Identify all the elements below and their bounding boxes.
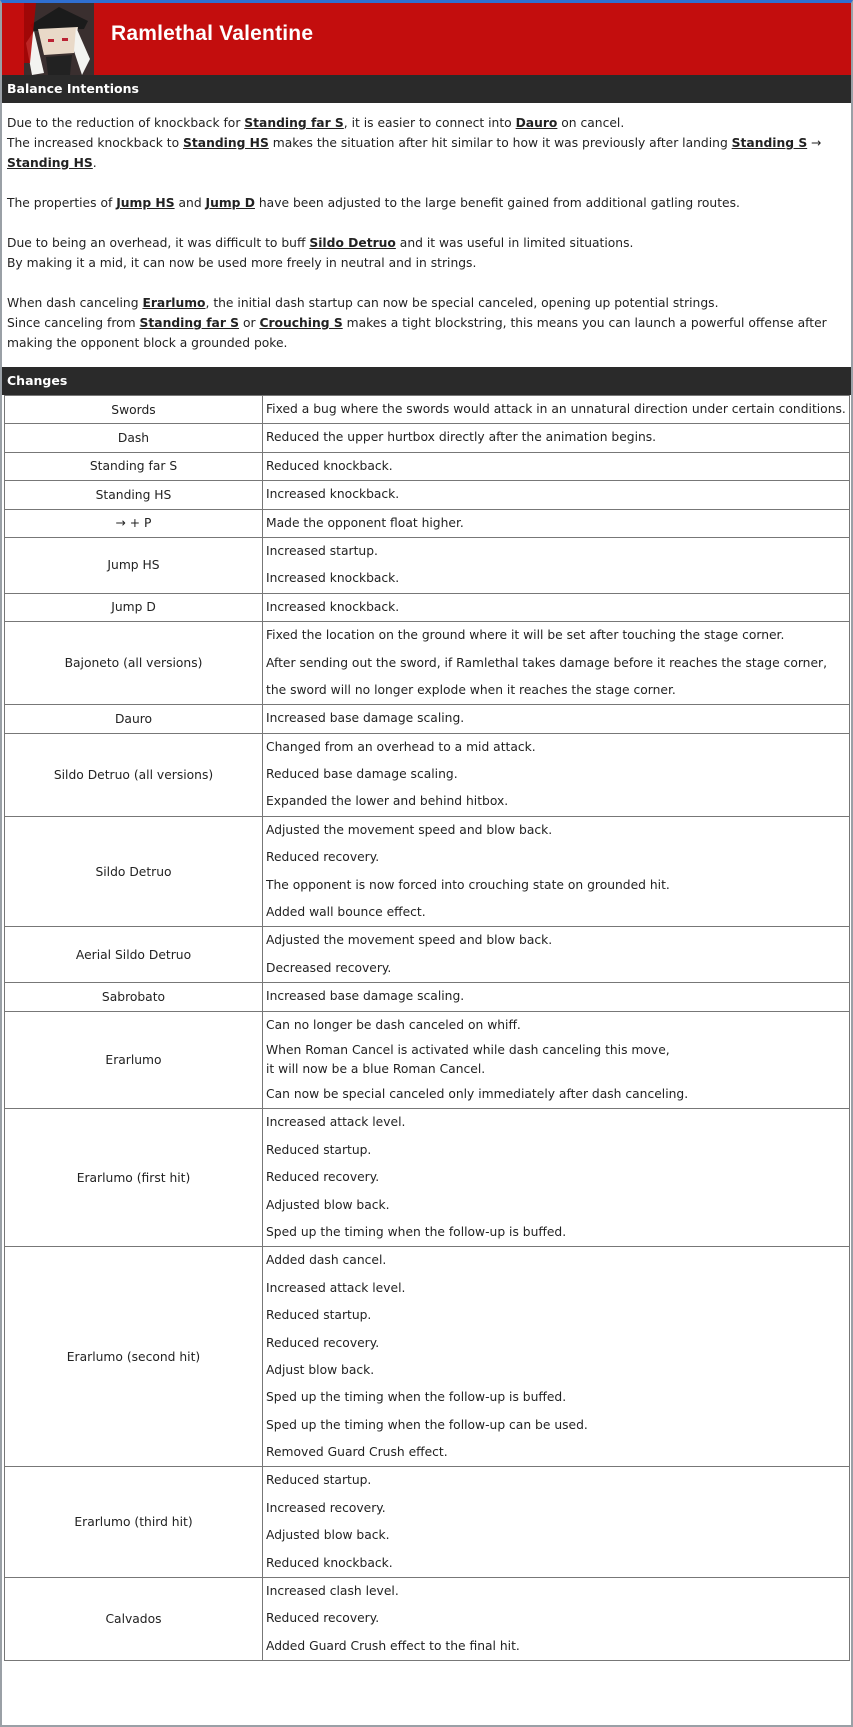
change-note: Made the opponent float higher. — [266, 515, 464, 530]
change-notes — [263, 424, 850, 452]
change-notes — [263, 481, 850, 509]
move-link[interactable]: Jump HS — [116, 196, 175, 210]
table-row — [5, 509, 850, 537]
intention-text: The properties of — [7, 196, 117, 210]
change-note: Reduced recovery. — [266, 1335, 380, 1350]
change-note: Changed from an overhead to a mid attack. — [266, 739, 536, 754]
move-link[interactable]: Sildo Detruo — [309, 236, 396, 250]
change-note: Decreased recovery. — [266, 960, 392, 975]
change-note: Adjusted the movement speed and blow back. — [266, 822, 553, 837]
intention-text: , it is easier to connect into — [343, 116, 516, 130]
change-note: The opponent is now forced into crouching state on grounded hit. — [266, 877, 670, 892]
change-note: Added Guard Crush effect to the final hit. — [266, 1638, 520, 1653]
change-notes — [263, 593, 850, 621]
change-notes — [263, 983, 850, 1011]
change-note: Increased clash level. — [266, 1584, 399, 1599]
change-note: Increased recovery. — [266, 1500, 386, 1515]
change-note: Sped up the timing when the follow-up is buffed. — [266, 1390, 567, 1405]
move-link[interactable]: Standing HS — [183, 136, 269, 150]
move-name: Standing HS — [5, 481, 263, 509]
move-name: Bajoneto (all versions) — [5, 622, 263, 705]
move-name: → + P — [5, 509, 263, 537]
table-row — [5, 1578, 850, 1661]
intention-paragraph — [7, 293, 847, 353]
change-notes — [263, 927, 850, 983]
change-note: Reduced the upper hurtbox directly after the animation begins. — [266, 430, 657, 445]
intention-text: Due to being an overhead, it was difficult to buff — [7, 236, 310, 250]
move-link[interactable]: Standing far S — [139, 316, 240, 330]
move-name: Dauro — [5, 705, 263, 733]
move-name: Aerial Sildo Detruo — [5, 927, 263, 983]
change-notes — [263, 622, 850, 705]
intention-text: makes a tight blockstring, this means you can launch a powerful offense after making the opponent block a grounded poke. — [7, 316, 827, 350]
change-note: Reduced recovery. — [266, 1170, 380, 1185]
move-name: Calvados — [5, 1578, 263, 1661]
balance-intentions-text — [2, 103, 851, 367]
change-note: Increased base damage scaling. — [266, 989, 465, 1004]
change-note: Increased knockback. — [266, 487, 400, 502]
table-row — [5, 1109, 850, 1247]
change-note: Adjusted the movement speed and blow back. — [266, 933, 553, 948]
intention-text: Since canceling from — [7, 316, 140, 330]
change-note: Reduced startup. — [266, 1308, 372, 1323]
intention-text: makes the situation after hit similar to how it was previously after landing — [268, 136, 732, 150]
intention-paragraph — [7, 193, 847, 213]
change-note: Expanded the lower and behind hitbox. — [266, 794, 509, 809]
table-row — [5, 1011, 850, 1109]
intention-text: and — [174, 196, 206, 210]
change-notes — [263, 452, 850, 480]
table-row — [5, 705, 850, 733]
change-note: Reduced knockback. — [266, 458, 393, 473]
character-header — [2, 3, 851, 75]
change-note: Added wall bounce effect. — [266, 905, 426, 920]
move-link[interactable]: Jump D — [205, 196, 255, 210]
change-note: Increased base damage scaling. — [266, 711, 465, 726]
move-name: Sildo Detruo (all versions) — [5, 733, 263, 816]
change-notes — [263, 1011, 850, 1109]
change-note: Adjusted blow back. — [266, 1528, 390, 1543]
table-row — [5, 1467, 850, 1578]
change-note: Removed Guard Crush effect. — [266, 1445, 448, 1460]
move-link[interactable]: Standing S — [731, 136, 808, 150]
change-note: Adjusted blow back. — [266, 1197, 390, 1212]
move-link[interactable]: Crouching S — [259, 316, 343, 330]
change-note: After sending out the sword, if Ramlethal takes damage before it reaches the stage corner, — [266, 655, 828, 670]
move-name: Jump D — [5, 593, 263, 621]
changes-table — [4, 395, 850, 1661]
table-row — [5, 593, 850, 621]
change-note: Reduced base damage scaling. — [266, 767, 458, 782]
table-row — [5, 622, 850, 705]
change-note: Can no longer be dash canceled on whiff. — [266, 1017, 521, 1032]
move-name: Erarlumo — [5, 1011, 263, 1109]
move-name: Jump HS — [5, 537, 263, 593]
balance-intentions-heading: Balance Intentions — [2, 75, 851, 103]
move-name: Standing far S — [5, 452, 263, 480]
change-notes — [263, 705, 850, 733]
change-notes — [263, 816, 850, 927]
change-note: Reduced recovery. — [266, 850, 380, 865]
change-note: Sped up the timing when the follow-up can be used. — [266, 1417, 588, 1432]
table-row — [5, 733, 850, 816]
move-link[interactable]: Erarlumo — [142, 296, 206, 310]
table-row — [5, 481, 850, 509]
change-note: Increased attack level. — [266, 1280, 406, 1295]
intention-text: The increased knockback to — [7, 136, 184, 150]
intention-paragraph — [7, 233, 847, 273]
table-row — [5, 396, 850, 424]
change-notes — [263, 1109, 850, 1247]
intention-text: By making it a mid, it can now be used more freely in neutral and in strings. — [7, 256, 477, 270]
change-note: Fixed a bug where the swords would attack in an unnatural direction under certain conditions. — [266, 402, 846, 416]
move-name: Sabrobato — [5, 983, 263, 1011]
table-row — [5, 1247, 850, 1467]
move-link[interactable]: Standing far S — [244, 116, 344, 130]
intention-text: → — [807, 136, 822, 150]
move-name: Swords — [5, 396, 263, 424]
change-note: Sped up the timing when the follow-up is buffed. — [266, 1224, 567, 1239]
change-notes — [263, 1578, 850, 1661]
changes-heading: Changes — [2, 367, 851, 395]
move-link[interactable]: Dauro — [515, 116, 558, 130]
table-row — [5, 816, 850, 927]
intention-paragraph — [7, 113, 847, 173]
move-name: Erarlumo (first hit) — [5, 1109, 263, 1247]
change-notes — [263, 1247, 850, 1467]
move-name: Sildo Detruo — [5, 816, 263, 927]
change-note: Reduced recovery. — [266, 1611, 380, 1626]
intention-text: , the initial dash startup can now be special canceled, opening up potential strings. — [205, 296, 719, 310]
change-note: Adjust blow back. — [266, 1362, 375, 1377]
change-note: Reduced knockback. — [266, 1555, 393, 1570]
change-note: Added dash cancel. — [266, 1253, 387, 1268]
page-title: Ramlethal Valentine — [111, 22, 314, 45]
change-notes — [263, 1467, 850, 1578]
intention-text: When dash canceling — [7, 296, 143, 310]
change-note: When Roman Cancel is activated while dash canceling this move, it will now be a blue Roman Cancel. — [266, 1042, 670, 1076]
change-notes — [263, 537, 850, 593]
change-notes — [263, 509, 850, 537]
move-name: Erarlumo (third hit) — [5, 1467, 263, 1578]
change-note: Fixed the location on the ground where it will be set after touching the stage corner. — [266, 628, 785, 643]
table-row — [5, 452, 850, 480]
character-portrait-icon — [24, 3, 94, 75]
change-note: Increased knockback. — [266, 599, 400, 614]
change-notes — [263, 733, 850, 816]
change-note: the sword will no longer explode when it reaches the stage corner. — [266, 682, 676, 697]
table-row — [5, 927, 850, 983]
table-row — [5, 537, 850, 593]
change-note: Can now be special canceled only immediately after dash canceling. — [266, 1086, 689, 1101]
move-name: Erarlumo (second hit) — [5, 1247, 263, 1467]
intention-text: . — [92, 156, 97, 170]
intention-text: and it was useful in limited situations. — [395, 236, 634, 250]
change-note: Reduced startup. — [266, 1473, 372, 1488]
move-link[interactable]: Standing HS — [7, 156, 93, 170]
change-note: Reduced startup. — [266, 1142, 372, 1157]
change-note: Increased attack level. — [266, 1115, 406, 1130]
intention-text: have been adjusted to the large benefit gained from additional gatling routes. — [254, 196, 740, 210]
change-notes — [263, 396, 850, 424]
change-note: Increased startup. — [266, 543, 378, 558]
table-row — [5, 983, 850, 1011]
intention-text: or — [239, 316, 260, 330]
intention-text: Due to the reduction of knockback for — [7, 116, 245, 130]
intention-text: on cancel. — [557, 116, 625, 130]
change-note: Increased knockback. — [266, 571, 400, 586]
move-name: Dash — [5, 424, 263, 452]
table-row — [5, 424, 850, 452]
